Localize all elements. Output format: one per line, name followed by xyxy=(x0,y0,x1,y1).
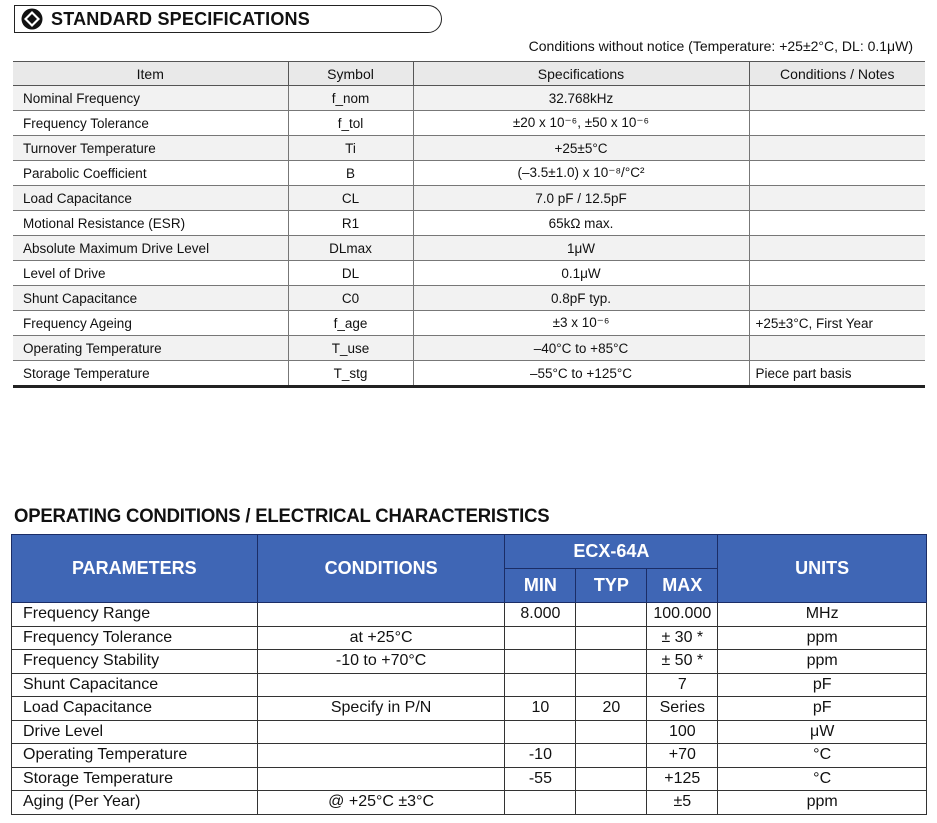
spec-symbol-cell: f_tol xyxy=(288,111,413,136)
oc-conditions-cell xyxy=(257,767,505,791)
oc-conditions-cell xyxy=(257,720,505,744)
oc-max-cell: 100.000 xyxy=(647,603,718,627)
oc-parameter-cell: Drive Level xyxy=(12,720,258,744)
standard-specifications-table xyxy=(13,61,925,388)
header-conditions: CONDITIONS xyxy=(257,535,505,603)
oc-parameter-cell: Storage Temperature xyxy=(12,767,258,791)
oc-typ-cell xyxy=(576,767,647,791)
oc-max-cell: ±5 xyxy=(647,791,718,815)
spec-value-cell: –55°C to +125°C xyxy=(413,361,749,387)
spec-value-cell: 1μW xyxy=(413,236,749,261)
spec-symbol-cell: B xyxy=(288,161,413,186)
spec-note-cell xyxy=(749,336,925,361)
oc-max-cell: 100 xyxy=(647,720,718,744)
spec-value-cell: 0.1μW xyxy=(413,261,749,286)
spec-item-cell: Level of Drive xyxy=(13,261,288,286)
oc-units-cell: pF xyxy=(718,673,927,697)
header-typ: TYP xyxy=(576,569,647,603)
oc-parameter-cell: Frequency Stability xyxy=(12,650,258,674)
oc-max-cell: ± 30 * xyxy=(647,626,718,650)
spec-symbol-cell: R1 xyxy=(288,211,413,236)
spec-symbol-cell: C0 xyxy=(288,286,413,311)
oc-max-cell: +70 xyxy=(647,744,718,768)
oc-units-cell: ppm xyxy=(718,791,927,815)
diamond-logo-icon xyxy=(21,8,43,30)
oc-conditions-cell: at +25°C xyxy=(257,626,505,650)
spec-row xyxy=(13,186,925,211)
oc-max-cell: 7 xyxy=(647,673,718,697)
spec-note-cell: Piece part basis xyxy=(749,361,925,387)
standard-specifications-table-container xyxy=(13,61,925,388)
oc-parameter-cell: Frequency Range xyxy=(12,603,258,627)
spec-row xyxy=(13,286,925,311)
spec-symbol-cell: T_use xyxy=(288,336,413,361)
spec-item-cell: Shunt Capacitance xyxy=(13,286,288,311)
operating-row xyxy=(12,603,927,627)
operating-row xyxy=(12,697,927,721)
spec-row xyxy=(13,236,925,261)
spec-row xyxy=(13,211,925,236)
spec-symbol-cell: DL xyxy=(288,261,413,286)
spec-row xyxy=(13,261,925,286)
oc-units-cell: pF xyxy=(718,697,927,721)
spec-item-cell: Turnover Temperature xyxy=(13,136,288,161)
spec-symbol-cell: CL xyxy=(288,186,413,211)
operating-row xyxy=(12,673,927,697)
oc-parameter-cell: Frequency Tolerance xyxy=(12,626,258,650)
oc-typ-cell xyxy=(576,603,647,627)
oc-max-cell: +125 xyxy=(647,767,718,791)
spec-item-cell: Operating Temperature xyxy=(13,336,288,361)
spec-note-cell xyxy=(749,111,925,136)
oc-typ-cell xyxy=(576,720,647,744)
header-units: UNITS xyxy=(718,535,927,603)
oc-min-cell: -55 xyxy=(505,767,576,791)
header-model: ECX-64A xyxy=(505,535,718,569)
spec-note-cell xyxy=(749,236,925,261)
oc-conditions-cell: @ +25°C ±3°C xyxy=(257,791,505,815)
spec-note-cell: +25±3°C, First Year xyxy=(749,311,925,336)
spec-value-cell: –40°C to +85°C xyxy=(413,336,749,361)
oc-parameter-cell: Load Capacitance xyxy=(12,697,258,721)
oc-min-cell xyxy=(505,720,576,744)
spec-row xyxy=(13,161,925,186)
oc-typ-cell xyxy=(576,744,647,768)
oc-conditions-cell: -10 to +70°C xyxy=(257,650,505,674)
oc-units-cell: ppm xyxy=(718,626,927,650)
header-conditions-notes: Conditions / Notes xyxy=(749,62,925,86)
oc-min-cell xyxy=(505,626,576,650)
standard-specifications-title: STANDARD SPECIFICATIONS xyxy=(51,8,310,29)
operating-conditions-table-container xyxy=(11,534,927,815)
oc-conditions-cell xyxy=(257,744,505,768)
header-max: MAX xyxy=(647,569,718,603)
oc-parameter-cell: Operating Temperature xyxy=(12,744,258,768)
oc-units-cell: °C xyxy=(718,744,927,768)
spec-header-row xyxy=(13,62,925,86)
standard-specifications-header xyxy=(14,5,442,33)
oc-typ-cell: 20 xyxy=(576,697,647,721)
spec-symbol-cell: f_age xyxy=(288,311,413,336)
conditions-note: Conditions without notice (Temperature: +25±2°C, DL: 0.1μW) xyxy=(528,38,913,54)
spec-value-cell: +25±5°C xyxy=(413,136,749,161)
oc-max-cell: Series xyxy=(647,697,718,721)
header-min: MIN xyxy=(505,569,576,603)
spec-symbol-cell: Ti xyxy=(288,136,413,161)
oc-units-cell: °C xyxy=(718,767,927,791)
oc-min-cell xyxy=(505,673,576,697)
oc-min-cell xyxy=(505,791,576,815)
spec-item-cell: Load Capacitance xyxy=(13,186,288,211)
oc-min-cell: -10 xyxy=(505,744,576,768)
spec-value-cell: 32.768kHz xyxy=(413,86,749,111)
spec-row xyxy=(13,336,925,361)
spec-item-cell: Motional Resistance (ESR) xyxy=(13,211,288,236)
oc-conditions-cell: Specify in P/N xyxy=(257,697,505,721)
spec-note-cell xyxy=(749,186,925,211)
spec-value-cell: ±3 x 10⁻⁶ xyxy=(413,311,749,336)
spec-note-cell xyxy=(749,86,925,111)
header-parameters: PARAMETERS xyxy=(12,535,258,603)
spec-value-cell: 7.0 pF / 12.5pF xyxy=(413,186,749,211)
spec-symbol-cell: f_nom xyxy=(288,86,413,111)
spec-note-cell xyxy=(749,211,925,236)
oc-conditions-cell xyxy=(257,673,505,697)
spec-row xyxy=(13,361,925,387)
oc-min-cell: 10 xyxy=(505,697,576,721)
spec-value-cell: 65kΩ max. xyxy=(413,211,749,236)
spec-symbol-cell: T_stg xyxy=(288,361,413,387)
spec-symbol-cell: DLmax xyxy=(288,236,413,261)
spec-item-cell: Absolute Maximum Drive Level xyxy=(13,236,288,261)
operating-row xyxy=(12,767,927,791)
spec-note-cell xyxy=(749,161,925,186)
oc-typ-cell xyxy=(576,650,647,674)
oc-min-cell: 8.000 xyxy=(505,603,576,627)
spec-value-cell: ±20 x 10⁻⁶, ±50 x 10⁻⁶ xyxy=(413,111,749,136)
spec-value-cell: (–3.5±1.0) x 10⁻⁸/°C² xyxy=(413,161,749,186)
oc-typ-cell xyxy=(576,626,647,650)
spec-note-cell xyxy=(749,136,925,161)
operating-conditions-table xyxy=(11,534,927,815)
spec-item-cell: Storage Temperature xyxy=(13,361,288,387)
spec-row xyxy=(13,311,925,336)
operating-row xyxy=(12,791,927,815)
oc-parameter-cell: Aging (Per Year) xyxy=(12,791,258,815)
oc-typ-cell xyxy=(576,791,647,815)
header-specifications: Specifications xyxy=(413,62,749,86)
operating-row xyxy=(12,720,927,744)
oc-typ-cell xyxy=(576,673,647,697)
spec-note-cell xyxy=(749,286,925,311)
header-symbol: Symbol xyxy=(288,62,413,86)
spec-item-cell: Frequency Ageing xyxy=(13,311,288,336)
oc-units-cell: μW xyxy=(718,720,927,744)
spec-item-cell: Parabolic Coefficient xyxy=(13,161,288,186)
spec-row xyxy=(13,86,925,111)
header-item: Item xyxy=(13,62,288,86)
spec-value-cell: 0.8pF typ. xyxy=(413,286,749,311)
spec-row xyxy=(13,111,925,136)
oc-min-cell xyxy=(505,650,576,674)
spec-note-cell xyxy=(749,261,925,286)
operating-row xyxy=(12,650,927,674)
operating-conditions-title: OPERATING CONDITIONS / ELECTRICAL CHARACTERISTICS xyxy=(14,505,550,527)
oc-parameter-cell: Shunt Capacitance xyxy=(12,673,258,697)
spec-item-cell: Frequency Tolerance xyxy=(13,111,288,136)
spec-row xyxy=(13,136,925,161)
oc-units-cell: ppm xyxy=(718,650,927,674)
oc-max-cell: ± 50 * xyxy=(647,650,718,674)
operating-row xyxy=(12,626,927,650)
operating-row xyxy=(12,744,927,768)
oc-conditions-cell xyxy=(257,603,505,627)
spec-item-cell: Nominal Frequency xyxy=(13,86,288,111)
oc-units-cell: MHz xyxy=(718,603,927,627)
